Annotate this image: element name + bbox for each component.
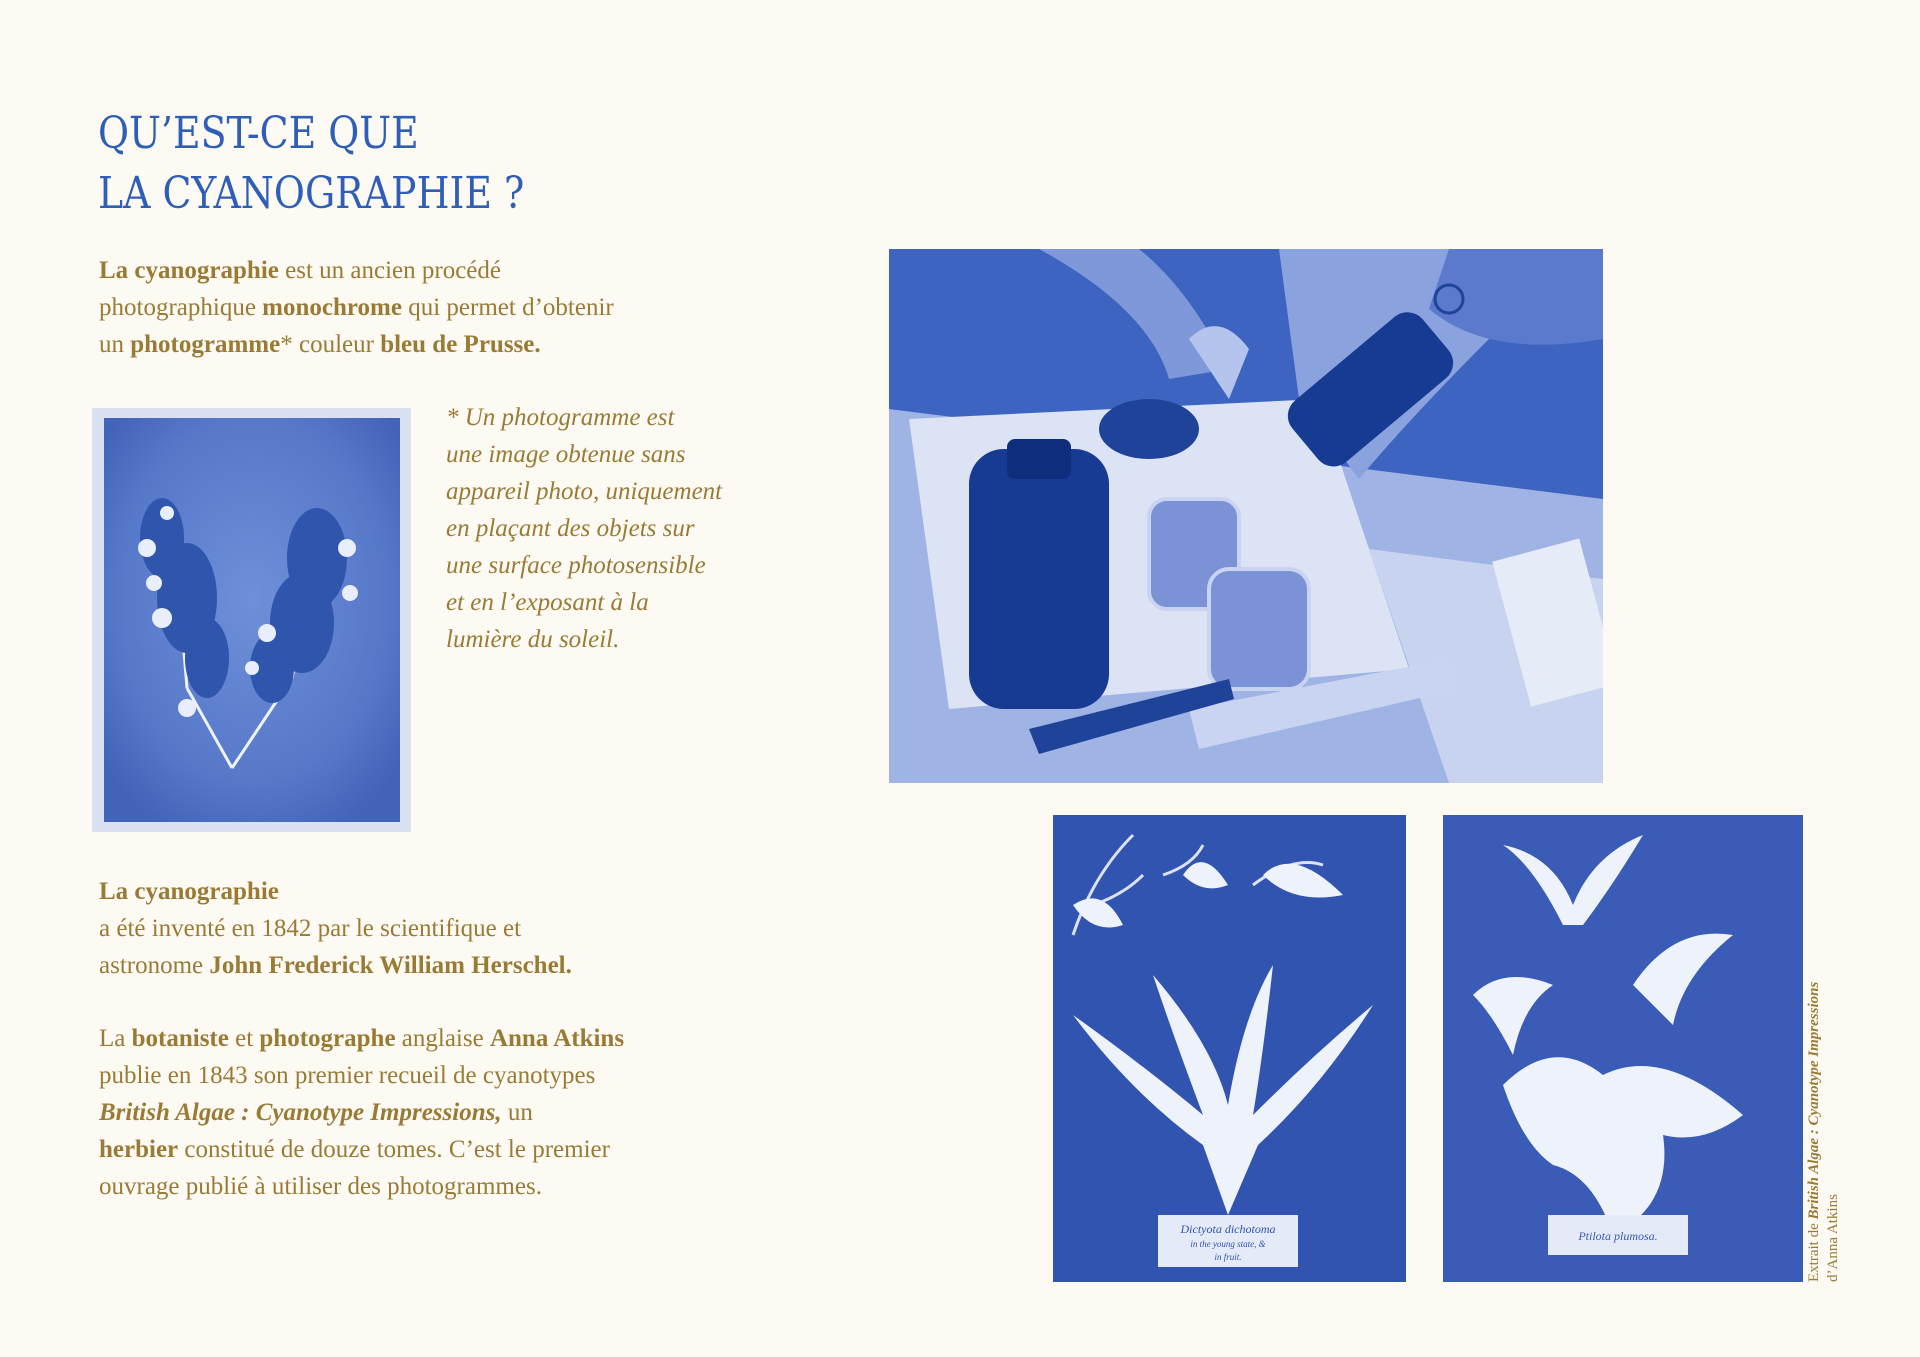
history-paragraph (99, 873, 572, 984)
page-title-line-2: LA CYANOGRAPHIE ? (98, 168, 525, 219)
caption-author: d’Anna Atkins (1825, 1194, 1841, 1282)
intro-text-5: * couleur (280, 331, 381, 358)
atkins-text-4: un (501, 1099, 533, 1126)
algae-cyanotype-dictyota (1053, 815, 1406, 1282)
algae-1-label: Dictyota dichotoma (1180, 1222, 1276, 1236)
algae-1-sub-2: in fruit. (1214, 1252, 1242, 1262)
note-line: une image obtenue sans (446, 441, 686, 468)
intro-term: La cyanographie (99, 257, 279, 284)
page-title (98, 104, 524, 224)
page-title-line-1: QU’EST-CE QUE (98, 108, 419, 159)
note-line: appareil photo, uniquement (446, 478, 723, 505)
atkins-line-5: ouvrage publié à utiliser des photogrammes. (99, 1173, 542, 1200)
note-line: lumière du soleil. (446, 626, 620, 653)
history-line-2a: astronome (99, 952, 210, 979)
atkins-text-5: constitué de douze tomes. C’est le premier (178, 1136, 610, 1163)
note-line: * Un photogramme est (446, 404, 675, 431)
intro-text-1: est un ancien procédé (278, 257, 501, 284)
atkins-bold-botaniste: botaniste (131, 1025, 229, 1052)
history-line-1: a été inventé en 1842 par le scientifique et (99, 915, 522, 942)
intro-text-3: qui permet d’obtenir (401, 294, 614, 321)
caption-text: Extrait de (1806, 1219, 1822, 1282)
herschel-name: John Frederick William Herschel. (209, 952, 572, 979)
atkins-text-1: La (99, 1025, 132, 1052)
note-line: et en l’exposant à la (446, 589, 649, 616)
algae-2-label: Ptilota plumosa. (1578, 1229, 1658, 1243)
history-heading: La cyanographie (99, 878, 279, 905)
intro-text-4: un (99, 331, 131, 358)
photogramme-definition-note (446, 399, 722, 658)
image-caption (1805, 902, 1843, 1282)
atkins-paragraph (99, 1020, 624, 1205)
note-line: en plaçant des objets sur (446, 515, 695, 542)
atkins-bold-herbier: herbier (99, 1136, 179, 1163)
caption-book-title: British Algae : Cyanotype Impressions (1806, 981, 1822, 1220)
fern-cyanotype-image (92, 408, 411, 832)
algae-1-sub-1: in the young state, & (1190, 1239, 1266, 1249)
intro-bold-photogramme: photogramme (130, 331, 281, 358)
intro-paragraph (99, 252, 614, 363)
workshop-photo (889, 249, 1603, 783)
atkins-line-2: publie en 1843 son premier recueil de cyanotypes (99, 1062, 596, 1089)
intro-text-2: photographique (99, 294, 263, 321)
intro-bold-prussian-blue: bleu de Prusse. (380, 331, 541, 358)
atkins-book-title: British Algae : Cyanotype Impressions, (99, 1099, 502, 1126)
atkins-name: Anna Atkins (489, 1025, 625, 1052)
atkins-text-2: et (228, 1025, 260, 1052)
note-line: une surface photosensible (446, 552, 706, 579)
intro-bold-monochrome: monochrome (262, 294, 402, 321)
atkins-text-3: anglaise (395, 1025, 490, 1052)
algae-cyanotype-ptilota (1443, 815, 1803, 1282)
atkins-bold-photographe: photographe (259, 1025, 396, 1052)
